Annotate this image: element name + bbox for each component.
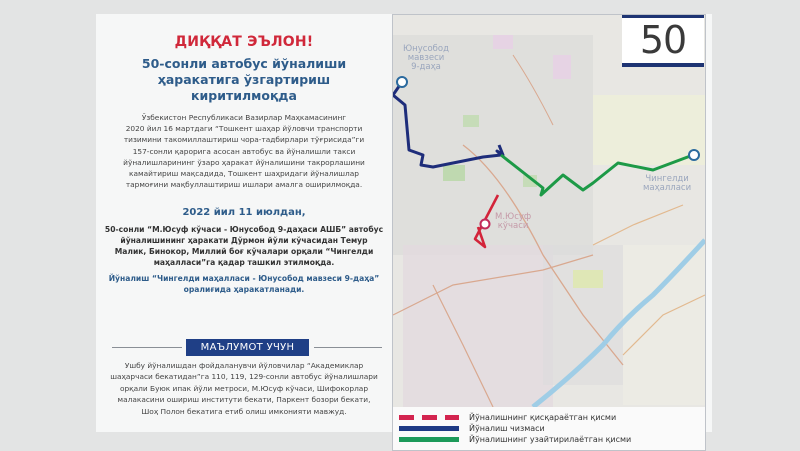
- intro-line: камайтириш мақсадида, Тошкент шаҳридаги йўналишлар: [129, 169, 359, 179]
- route-note-line: Йўналиш “Чингелди маҳалласи - Юнусобод мавзеси 9-даҳа”: [108, 274, 380, 283]
- change-line: Малик, Бинокор, Миллий боғ кўчалари орқали “Чингелди: [114, 247, 374, 256]
- legend-dashed-red-swatch: [399, 415, 459, 420]
- legend-label: Йўналишнинг қисқараётган қисми: [469, 413, 617, 422]
- map-label-line: мавзеси: [407, 53, 445, 63]
- yusuf-label: [495, 213, 531, 231]
- intro-line: тизимини такомиллаштириш чора-тадбирлари тўғрисида”ги: [123, 135, 365, 145]
- route-number: 50: [639, 18, 687, 62]
- intro-line: йўналишларининг ўзаро ҳаракат йўналишини такрорлашини: [123, 157, 365, 167]
- intro-line: 2020 йил 16 мартдаги “Тошкент шаҳар йўловчи транспорти: [125, 124, 363, 134]
- announcement-title: [106, 56, 382, 104]
- info-line: малакасини ошириш институти бекати, Паркент бозори бекати,: [117, 395, 371, 405]
- divider-left: [112, 347, 182, 348]
- legend-item-extended: [399, 435, 631, 444]
- route-map: [392, 14, 706, 408]
- map-label-line: Юнусобод: [403, 44, 449, 54]
- change-line: 50-сонли “М.Юсуф кўчаси - Юнусобод 9-даҳаси АШБ” автобус: [104, 225, 384, 234]
- effective-date: 2022 йил 11 июлдан,: [182, 207, 306, 218]
- info-paragraph: [98, 360, 390, 417]
- attention-heading: ДИҚҚАТ ЭЪЛОН!: [174, 34, 314, 50]
- legend-item-shortened: [399, 413, 616, 422]
- legend-label: Йўналишнинг узайтирилаётган қисми: [469, 435, 632, 444]
- announcement-text-panel: [96, 14, 392, 432]
- route-note-line: оралиғида ҳаракатланади.: [183, 285, 305, 294]
- intro-line: 157-сонли қарорига асосан автобус ва йўналишли такси: [132, 146, 356, 156]
- yunusobod-label: [403, 45, 449, 72]
- info-line: орқали Буюк ипак йўли метроси, М.Юсуф кўчаси, Шифокорлар: [119, 383, 369, 393]
- change-paragraph: [100, 224, 388, 268]
- info-line: шаҳарчаси бекатидан”га 110, 119, 129-сонли автобус йўналишлари: [110, 372, 378, 382]
- info-line: Ушбу йўналишдан фойдаланувчи йўловчилар “Академиклар: [124, 361, 364, 370]
- map-label-line: маҳалласи: [643, 183, 692, 193]
- route-note: [100, 273, 388, 295]
- map-legend: [392, 407, 706, 451]
- chingeldi-label: [643, 175, 691, 193]
- legend-green-swatch: [399, 437, 459, 442]
- change-line: йўналишининг ҳаракати Дўрмон йўли кўчасидан Темур: [120, 236, 368, 245]
- change-line: маҳалласи”га қадар ташкил этилмоқда.: [153, 258, 335, 267]
- intro-line: тармоғини мақбуллаштириш ишлари амалга оширилмоқда.: [125, 180, 363, 190]
- legend-label: Йўналиш чизмаси: [469, 424, 545, 433]
- info-badge: МАЪЛУМОТ УЧУН: [186, 339, 309, 356]
- intro-line: Ўзбекистон Республикаси Вазирлар Маҳкамасининг: [141, 113, 347, 122]
- title-line: киритилмоқда: [191, 88, 297, 103]
- legend-blue-swatch: [399, 426, 459, 431]
- map-label-line: кўчаси: [497, 221, 529, 231]
- intro-paragraph: [104, 112, 384, 190]
- map-label-line: 9-даҳа: [411, 62, 441, 72]
- route-number-badge: [622, 15, 704, 67]
- announcement-poster: [96, 14, 712, 444]
- title-line: 50-сонли автобус йўналиши: [141, 56, 347, 71]
- divider-right: [314, 347, 382, 348]
- map-label-line: М.Юсуф: [495, 212, 532, 222]
- info-line: Шоҳ Полон бекатига етиб олиш имконияти мавжуд.: [141, 406, 347, 416]
- map-label-line: Чингелди: [645, 174, 689, 184]
- map-background: [393, 15, 705, 407]
- title-line: ҳаракатига ўзгартириш: [157, 72, 331, 87]
- legend-item-route: [399, 424, 545, 433]
